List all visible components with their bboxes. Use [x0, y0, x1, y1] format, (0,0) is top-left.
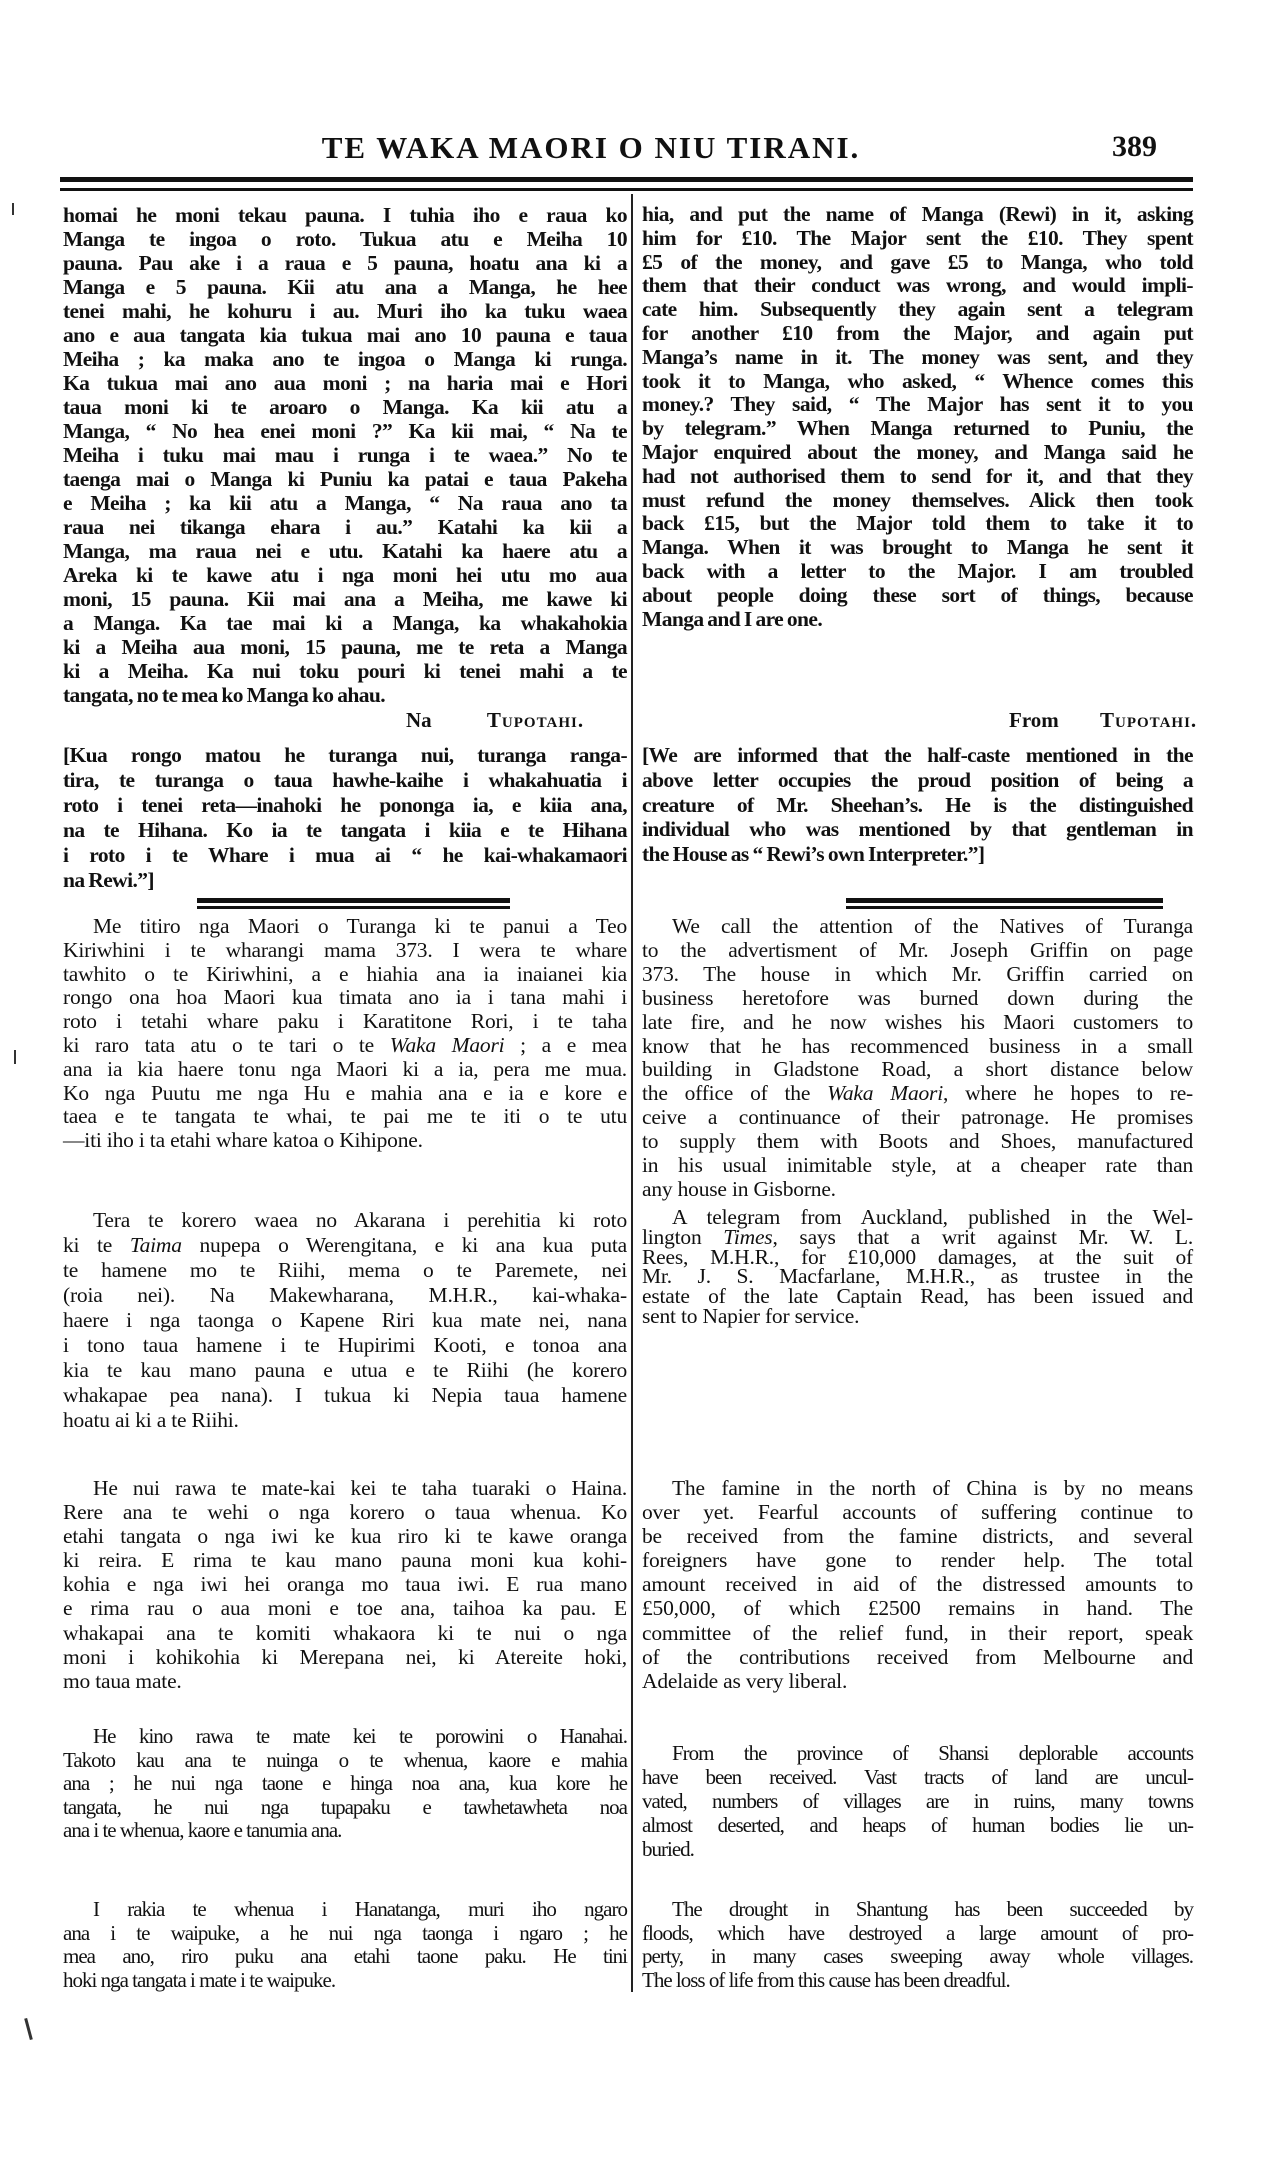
- italic-title: Waka Maori: [389, 1032, 505, 1057]
- text-line: them that their conduct was wrong, and would impli-: [642, 273, 1193, 298]
- signature-name: Tupotahi.: [1100, 708, 1198, 732]
- signature-maori: [406, 708, 584, 733]
- text-line: late fire, and he now wishes his Maori customers to: [642, 1009, 1193, 1034]
- telegram-notice-maori: [63, 1208, 627, 1433]
- text-line: The drought in Shantung has been succeeded by: [672, 1897, 1193, 1921]
- signature-prefix: From: [1009, 708, 1059, 732]
- text-line: have been received. Vast tracts of land are uncul-: [642, 1765, 1193, 1789]
- italic-title: Times: [723, 1224, 773, 1249]
- text-line: The famine in the north of China is by no means: [672, 1476, 1193, 1500]
- text-line: tangata, no te mea ko Manga ko ahau.: [63, 683, 385, 707]
- province-notice-english: [642, 1741, 1193, 1861]
- text-line: Tera te korero waea no Akarana i perehitia ki roto: [93, 1208, 627, 1232]
- text-line: the office of the Waka Maori, where he hopes to re-: [642, 1081, 1193, 1106]
- text-line: above letter occupies the proud position of being a: [642, 767, 1193, 792]
- text-line: the House as “ Rewi’s own Interpreter.”]: [642, 842, 985, 867]
- text-line: £5 of the money, and gave £5 to Manga, who told: [642, 249, 1193, 274]
- text-line: whakapae pea nana). I tukua ki Nepia taua hamene: [63, 1383, 627, 1407]
- text-line: by telegram.” When Manga returned to Puniu, the: [642, 416, 1193, 441]
- famine-notice-english: [642, 1476, 1193, 1693]
- text-line: Adelaide as very liberal.: [642, 1668, 848, 1693]
- text-line: estate of the late Captain Read, has been issued and: [642, 1284, 1193, 1309]
- text-line: ana ia kia haere tonu nga Maori ki a ia, pera me mua.: [63, 1056, 627, 1081]
- text-line: ana i te waipuke, a he nui nga taonga i ngaro ; he: [63, 1920, 627, 1945]
- text-line: —iti iho i ta etahi whare katoa o Kihipone.: [63, 1128, 423, 1153]
- text-line: roto i tetahi whare paku i Karatitone Rori, i te taha: [63, 1009, 627, 1034]
- text-line: foreigners have gone to render help. The total: [642, 1548, 1193, 1573]
- letter-maori: [63, 203, 627, 707]
- text-line: lington Times, says that a writ against Mr. W. L.: [642, 1224, 1194, 1249]
- text-line: e Meiha ; ka kii atu a Manga, “ Na raua ano ta: [63, 491, 627, 515]
- text-line: buried.: [642, 1837, 694, 1861]
- text-line: to supply them with Boots and Shoes, manufactured: [642, 1129, 1193, 1154]
- text-line: know that he has recommenced business in a small: [642, 1033, 1193, 1058]
- page-number: 389: [1112, 130, 1157, 163]
- text-line: etahi tangata o nga iwi ke kua riro ki te kawe oranga: [63, 1524, 627, 1549]
- section-double-rule-left: [197, 898, 510, 909]
- text-line: Manga e 5 pauna. Kii atu ana a Manga, he hee: [63, 275, 627, 299]
- text-line: Areka ki te kawe atu i nga moni hei utu mo aua: [63, 563, 627, 587]
- text-line: i tono taua hamene i te Hupirimi Kooti, e tonoa ana: [63, 1333, 627, 1357]
- text-line: moni, 15 pauna. Kii mai ana a Meiha, me kawe ki: [63, 587, 627, 611]
- text-line: whakapai ana te komiti whakaora ki te nui o nga: [63, 1620, 627, 1645]
- text-line: taua moni ki te aroaro o Manga. Ka kii atu a: [63, 395, 627, 419]
- text-line: kohia e nga iwi hei oranga mo taua iwi. E rua mano: [63, 1572, 627, 1597]
- text-line: The loss of life from this cause has been dreadful.: [642, 1968, 1010, 1993]
- text-line: A telegram from Auckland, published in the Wel-: [672, 1205, 1193, 1229]
- text-line: ceive a continuance of their patronage. He promises: [642, 1105, 1193, 1130]
- text-line: I rakia te whenua i Hanatanga, muri iho ngaro: [93, 1897, 627, 1921]
- text-line: Meiha i tuku mai mau i runga i te waea.” No te: [63, 443, 627, 467]
- text-line: committee of the relief fund, in their report, speak: [642, 1620, 1193, 1645]
- text-line: raua nei tikanga ehara i au.” Katahi ka kii a: [63, 515, 627, 539]
- header-rule-thin: [60, 188, 1193, 191]
- text-line: him for £10. The Major sent the £10. They spent: [642, 225, 1193, 250]
- province-notice-maori: [63, 1725, 627, 1843]
- italic-title: Waka Maori: [827, 1081, 943, 1106]
- text-line: roto i tenei reta—inahoki he pononga ia, e kiia ana,: [63, 793, 627, 817]
- text-line: £50,000, of which £2500 remains in hand. The: [642, 1596, 1193, 1621]
- text-line: ki reira. E rima te kau mano pauna moni kua kohi-: [63, 1548, 627, 1573]
- header-rule-thick: [60, 177, 1193, 182]
- text-line: be received from the famine districts, and several: [642, 1524, 1193, 1549]
- text-line: i roto i te Whare i mua ai “ he kai-whakamaori: [63, 843, 627, 867]
- scan-mark: [12, 203, 14, 215]
- italic-title: Taima: [129, 1233, 182, 1257]
- section-double-rule-right: [846, 898, 1163, 909]
- text-line: money.? They said, “ The Major has sent it to you: [642, 392, 1193, 417]
- text-line: must refund the money themselves. Alick then took: [642, 487, 1193, 512]
- text-line: ana ; he nui nga taone e hinga noa ana, kua kore he: [63, 1771, 627, 1795]
- text-line: hoki nga tangata i mate i te waipuke.: [63, 1968, 336, 1993]
- text-line: any house in Gisborne.: [642, 1176, 836, 1201]
- text-line: tangata, he nui nga tupapaku e tawhetawheta noa: [63, 1794, 627, 1819]
- text-line: rongo ona hoa Maori kua timata ano ia i tana mahi i: [63, 985, 627, 1010]
- text-line: (roia nei). Na Makewharana, M.H.R., kai-whaka-: [63, 1283, 627, 1307]
- text-line: mo taua mate.: [63, 1668, 182, 1693]
- text-line: Meiha ; ka maka ano te ingoa o Manga ki runga.: [63, 347, 627, 371]
- text-line: Manga and I are one.: [642, 606, 823, 631]
- signature-prefix: Na: [406, 708, 432, 732]
- text-line: to the advertisment of Mr. Joseph Griffin on page: [642, 937, 1193, 962]
- text-line: Rees, M.H.R., for £10,000 damages, at the suit of: [642, 1244, 1193, 1269]
- text-line: Takoto kau ana te nuinga o te whenua, kaore e mahia: [63, 1747, 627, 1772]
- text-line: Manga, “ No hea enei moni ?” Ka kii mai, “ Na te: [63, 419, 627, 443]
- text-line: Me titiro nga Maori o Turanga ki te panui a Teo: [93, 914, 627, 938]
- text-line: taenga mai o Manga ki Puniu ka patai e taua Pakeha: [63, 467, 627, 491]
- text-line: tawhito o te Kiriwhini, a e hiahia ana ia inaianei kia: [63, 961, 627, 986]
- text-line: ki a Meiha. Ka nui toku pouri ki tenei mahi a te: [63, 659, 627, 683]
- text-line: business heretofore was burned down during the: [642, 985, 1193, 1010]
- text-line: Manga. When it was brought to Manga he sent it: [642, 535, 1193, 560]
- telegram-notice-english: [642, 1205, 1194, 1328]
- text-line: tenei mahi, he kohuru i au. Muri iho ka tuku waea: [63, 299, 627, 323]
- text-line: He nui rawa te mate-kai kei te taha tuaraki o Haina.: [93, 1476, 627, 1500]
- text-line: creature of Mr. Sheehan’s. He is the distinguished: [642, 792, 1193, 817]
- text-line: te hamene mo te Riihi, mema o te Paremete, nei: [63, 1258, 627, 1282]
- text-line: back £15, but the Major told them to take it to: [642, 511, 1193, 536]
- text-line: kia te kau mano pauna e utua e te Riihi (he korero: [63, 1358, 627, 1382]
- text-line: hia, and put the name of Manga (Rewi) in it, asking: [642, 202, 1193, 226]
- text-line: tira, te turanga o taua hawhe-kaihe i whakahuatia i: [63, 768, 627, 792]
- text-line: na te Hihana. Ko ia te tangata i kiia e te Hihana: [63, 818, 627, 842]
- text-line: amount received in aid of the distressed amounts to: [642, 1572, 1193, 1597]
- column-divider: [631, 194, 633, 1992]
- text-line: Manga, ma raua nei e utu. Katahi ka haere atu a: [63, 539, 627, 563]
- text-line: for another £10 from the Major, and again put: [642, 320, 1193, 345]
- text-line: [Kua rongo matou he turanga nui, turanga ranga-: [63, 743, 627, 767]
- text-line: pauna. Pau ake i a raua e 5 pauna, hoatu ana ki a: [63, 251, 627, 275]
- text-line: [We are informed that the half-caste mentioned in the: [642, 743, 1193, 767]
- text-line: almost deserted, and heaps of human bodies lie un-: [642, 1813, 1193, 1837]
- text-line: Ko nga Puutu me nga Hu e mahia ana e ia e kore e: [63, 1080, 627, 1105]
- text-line: floods, which have destroyed a large amount of pro-: [642, 1920, 1193, 1945]
- masthead-title: TE WAKA MAORI O NIU TIRANI.: [321, 130, 861, 165]
- text-line: Major enquired about the money, and Manga said he: [642, 439, 1193, 464]
- signature-english: [1009, 708, 1197, 733]
- text-line: mea ano, riro puku ana etahi taone paku. He tini: [63, 1944, 627, 1969]
- text-line: about people doing these sort of things, because: [642, 582, 1193, 607]
- drought-notice-english: [642, 1898, 1193, 1993]
- text-line: Kiriwhini i te wharangi mama 373. I wera te whare: [63, 937, 627, 962]
- text-line: ana i te whenua, kaore e tanumia ana.: [63, 1818, 342, 1842]
- text-line: ki te Taima nupepa o Werengitana, e ki ana kua puta: [63, 1233, 627, 1257]
- text-line: ki a Meiha aua moni, 15 pauna, me te reta a Manga: [63, 635, 627, 659]
- text-line: We call the attention of the Natives of Turanga: [672, 914, 1193, 938]
- text-line: Ka tukua mai ano aua moni ; na haria mai e Hori: [63, 371, 627, 395]
- text-line: e rima rau o aua moni e toe ana, taihoa ka pau. E: [63, 1596, 627, 1621]
- text-line: na Rewi.”]: [63, 868, 154, 892]
- text-line: in his usual inimitable style, at a cheaper rate than: [642, 1153, 1193, 1178]
- griffin-notice-maori: [63, 915, 627, 1153]
- text-line: hoatu ai ki a te Riihi.: [63, 1408, 239, 1432]
- text-line: Manga’s name in it. The money was sent, and they: [642, 344, 1193, 369]
- text-line: building in Gladstone Road, a short distance below: [642, 1057, 1193, 1082]
- text-line: haere i nga taonga o Kapene Riri kua mate nei, nana: [63, 1308, 627, 1332]
- text-line: back with a letter to the Major. I am troubled: [642, 558, 1193, 583]
- text-line: From the province of Shansi deplorable accounts: [672, 1741, 1193, 1765]
- text-line: perty, in many cases sweeping away whole villages.: [642, 1944, 1193, 1969]
- editor-note-english: [642, 743, 1193, 867]
- text-line: sent to Napier for service.: [642, 1303, 860, 1328]
- griffin-notice-english: [642, 915, 1193, 1202]
- text-line: ano e aua tangata kia tukua mai ano 10 pauna e taua: [63, 323, 627, 347]
- text-line: Rere ana te wehi o nga korero o taua whenua. Ko: [63, 1500, 627, 1525]
- text-line: a Manga. Ka tae mai ki a Manga, ka whakahokia: [63, 611, 627, 635]
- text-line: Mr. J. S. Macfarlane, M.H.R., as trustee in the: [642, 1264, 1193, 1289]
- editor-note-maori: [63, 743, 627, 893]
- scan-mark: [24, 2018, 33, 2040]
- famine-notice-maori: [63, 1476, 627, 1693]
- text-line: taea e te tangata te whai, te pai me te iti o te utu: [63, 1104, 627, 1129]
- drought-notice-maori: [63, 1898, 627, 1993]
- text-line: of the contributions received from Melbourne and: [642, 1644, 1193, 1669]
- text-line: He kino rawa te mate kei te porowini o Hanahai.: [93, 1724, 627, 1748]
- scan-mark: [14, 1050, 16, 1064]
- text-line: moni i kohikohia ki Merepana nei, ki Atereite hoki,: [63, 1644, 627, 1669]
- text-line: homai he moni tekau pauna. I tuhia iho e raua ko: [63, 203, 627, 227]
- text-line: ki raro tata atu o te tari o te Waka Maori ; a e mea: [63, 1032, 627, 1057]
- signature-name: Tupotahi.: [486, 708, 585, 732]
- text-line: Manga te ingoa o roto. Tukua atu e Meiha 10: [63, 227, 627, 251]
- text-line: vated, numbers of villages are in ruins, many towns: [642, 1789, 1193, 1813]
- text-line: 373. The house in which Mr. Griffin carried on: [642, 961, 1193, 986]
- text-line: took it to Manga, who asked, “ Whence comes this: [642, 368, 1193, 393]
- text-line: individual who was mentioned by that gentleman in: [642, 817, 1193, 842]
- text-line: over yet. Fearful accounts of suffering continue to: [642, 1500, 1193, 1525]
- text-line: cate him. Subsequently they again sent a telegram: [642, 297, 1193, 322]
- letter-english: [642, 203, 1193, 631]
- text-line: had not authorised them to send for it, and that they: [642, 463, 1193, 488]
